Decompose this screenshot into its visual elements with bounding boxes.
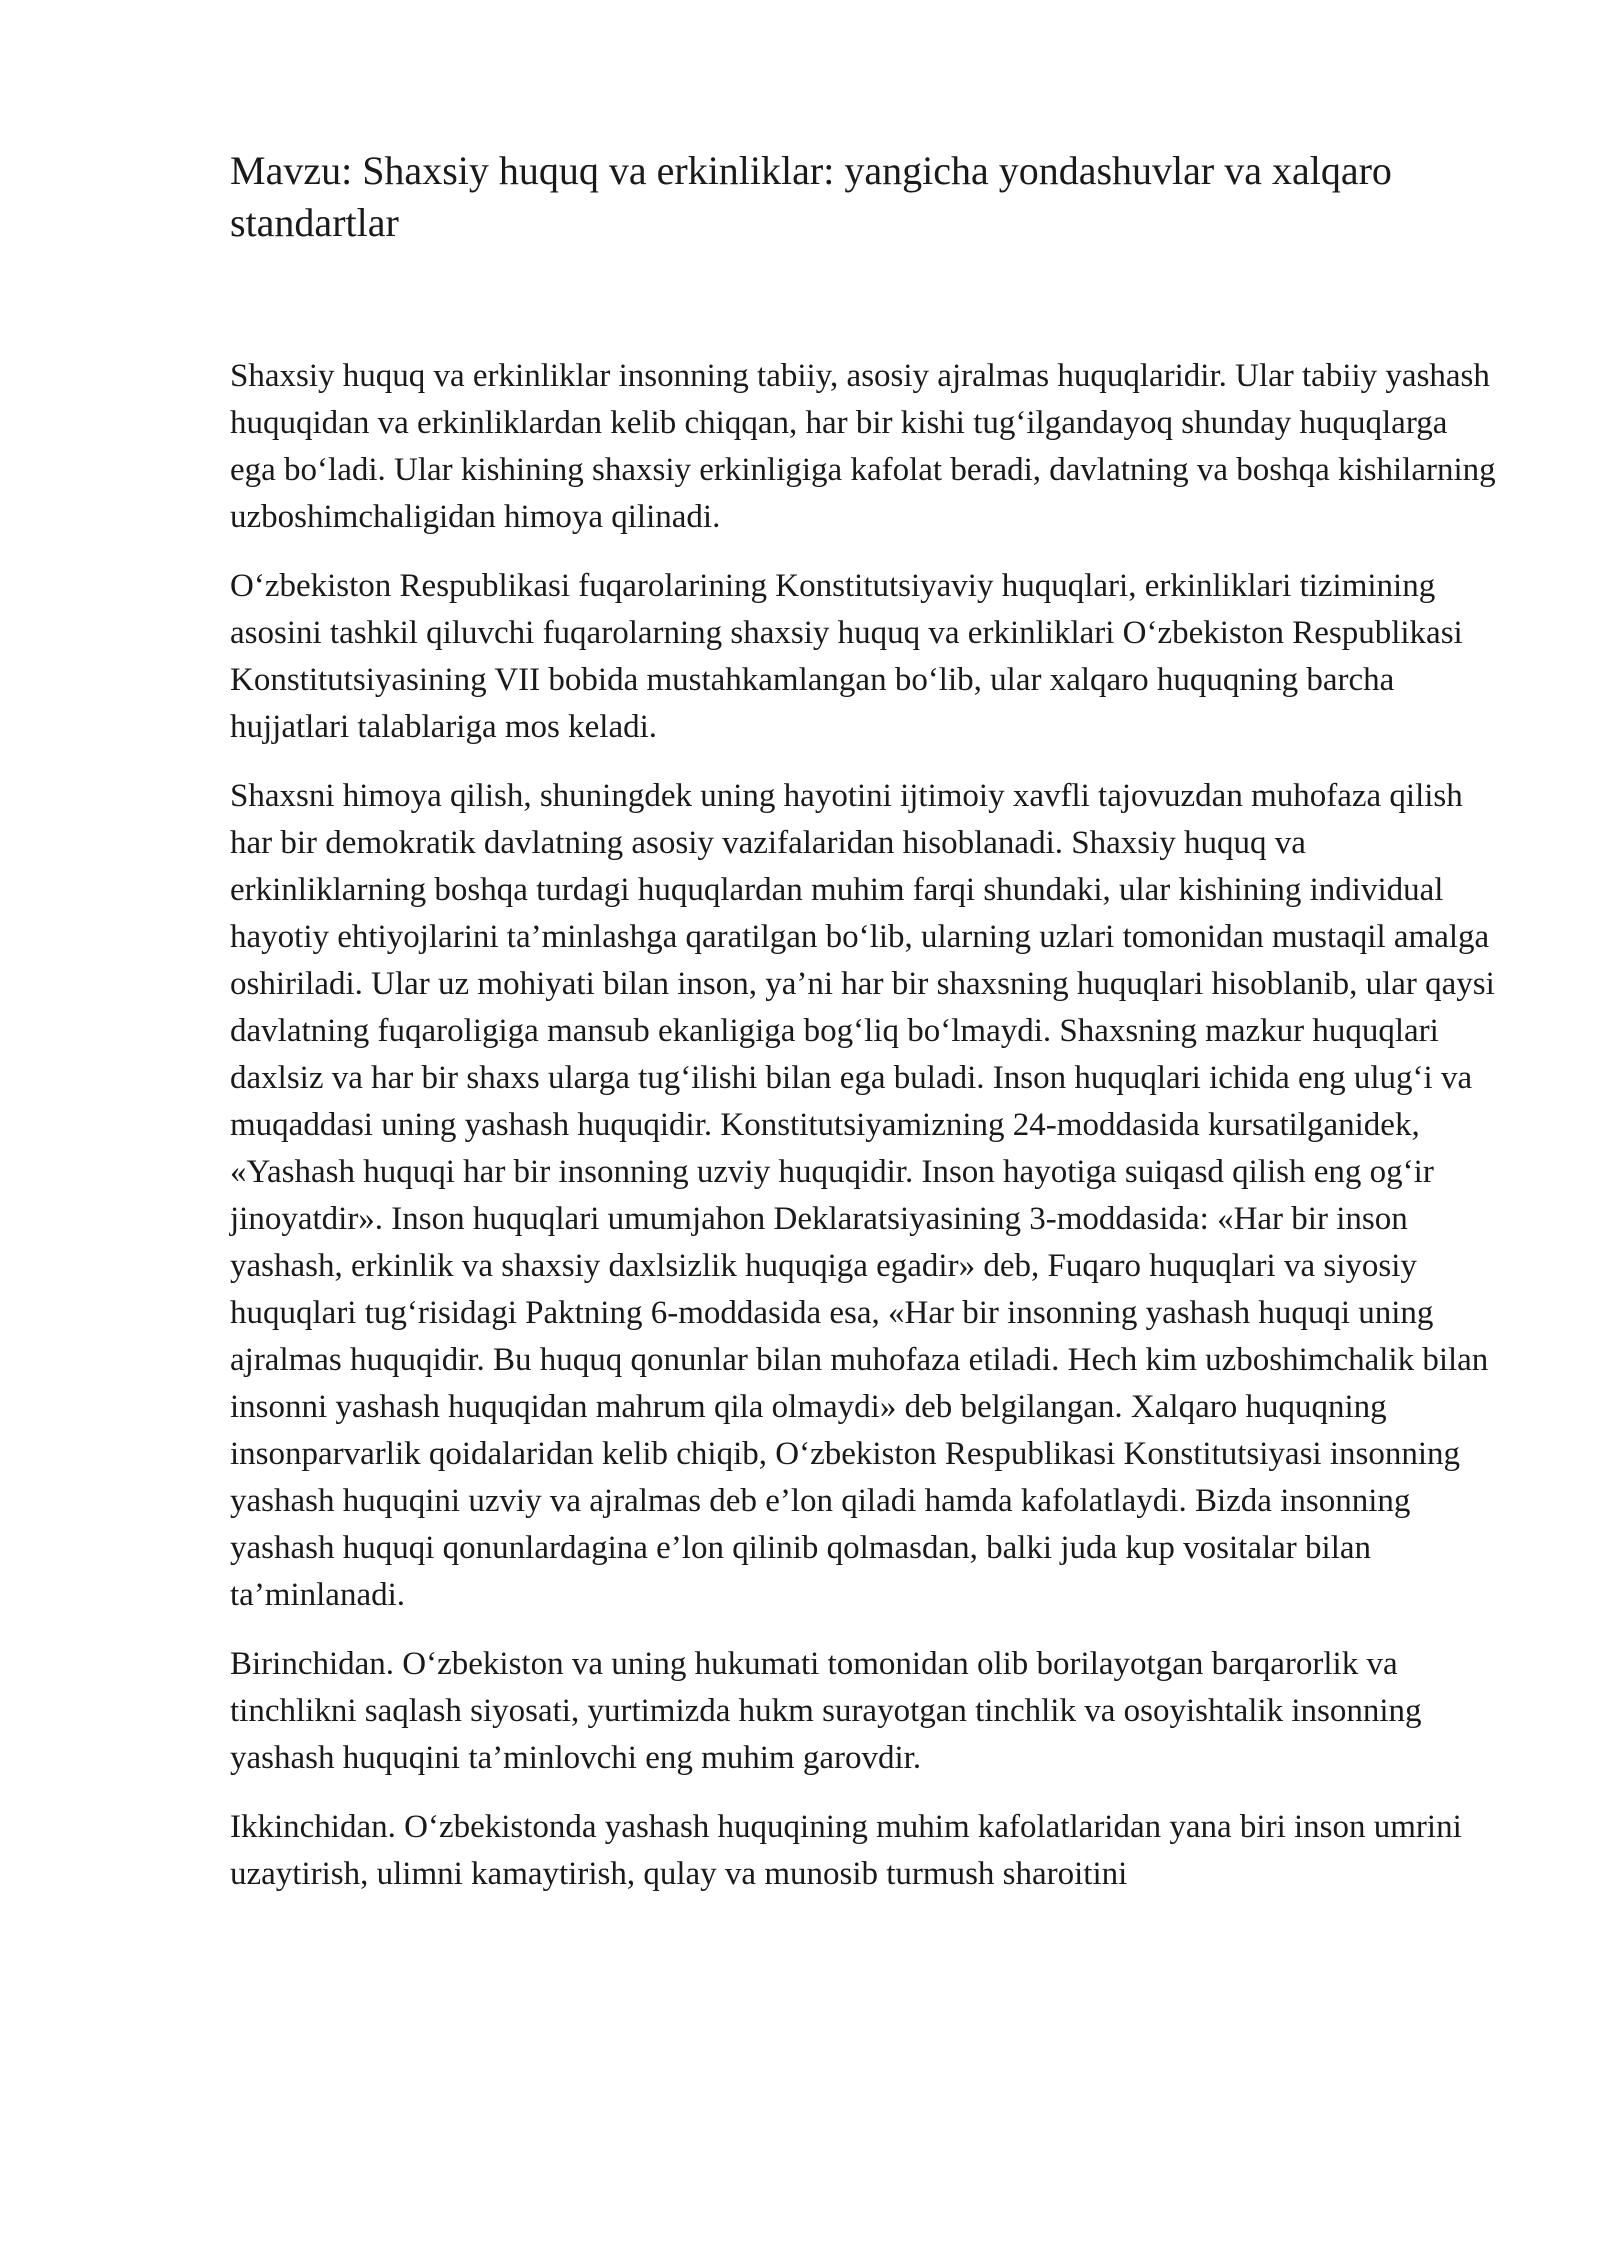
document-body (230, 145, 1500, 1920)
paragraph-4: Birinchidan. O‘zbekiston va uning hukumati tomonidan olib borilayotgan barqarorlik va tinchlikni saqlash siyosati, yurtimizda hukm surayotgan tinchlik va osoyishtalik insonning yashash huquqini ta’minlovchi eng muhim garovdir. (230, 1646, 1422, 1776)
paragraph-2: O‘zbekiston Respublikasi fuqarolarining Konstitutsiyaviy huquqlari, erkinliklari tizimining asosini tashkil qiluvchi fuqarolarning shaxsiy huquq va erkinliklari O‘zbekiston Respublikasi Konstitutsiyasining VII bobida mustahkamlangan bo‘lib, ular xalqaro huquqning barcha hujjatlari talablariga mos keladi. (230, 568, 1463, 745)
paragraph-5: Ikkinchidan. O‘zbekistonda yashash huquqining muhim kafolatlaridan yana biri inson umrini uzaytirish, ulimni kamaytirish, qulay va munosib turmush sharoitini (230, 1809, 1462, 1892)
paragraph-1: Shaxsiy huquq va erkinliklar insonning tabiiy, asosiy ajralmas huquqlaridir. Ular tabiiy yashash huquqidan va erkinliklardan kelib chiqqan, har bir kishi tug‘ilgandayoq shunday huquqlarga ega bo‘ladi. Ular kishining shaxsiy erkinligiga kafolat beradi, davlatning va boshqa kishilarning uzboshimchaligidan himoya qilinadi. (230, 358, 1496, 535)
document-title: Mavzu: Shaxsiy huquq va erkinliklar: yangicha yondashuvlar va xalqaro standartlar (230, 148, 1392, 245)
paragraph-3: Shaxsni himoya qilish, shuningdek uning hayotini ijtimoiy xavfli tajovuzdan muhofaza qilish har bir demokratik davlatning asosiy vazifalaridan hisoblanadi. Shaxsiy huquq va erkinliklarning boshqa turdagi huquqlardan muhim farqi shundaki, ular kishining individual hayotiy ehtiyojlarini ta’minlashga qaratilgan bo‘lib, ularning uzlari tomonidan mustaqil amalga oshiriladi. Ular uz mohiyati bilan inson, ya’ni har bir shaxsning huquqlari hisoblanib, ular qaysi davlatning fuqaroligiga mansub ekanligiga bog‘liq bo‘lmaydi. Shaxsning mazkur huquqlari daxlsiz va har bir shaxs ularga tug‘ilishi bilan ega buladi. Inson huquqlari ichida eng ulug‘i va muqaddasi uning yashash huquqidir. Konstitutsiyamizning 24-moddasida kursatilganidek, «Yashash huquqi har bir insonning uzviy huquqidir. Inson hayotiga suiqasd qilish eng og‘ir jinoyatdir». Inson huquqlari umumjahon Deklaratsiyasining 3-moddasida: «Har bir inson yashash, erkinlik va shaxsiy daxlsizlik huquqiga egadir» deb, Fuqaro huquqlari va siyosiy huquqlari tug‘risidagi Paktning 6-moddasida esa, «Har bir insonning yashash huquqi uning ajralmas huquqidir. Bu huquq qonunlar bilan muhofaza etiladi. Hech kim uzboshimchalik bilan insonni yashash huquqidan mahrum qila olmaydi» deb belgilangan. Xalqaro huquqning insonparvarlik qoidalaridan kelib chiqib, O‘zbekiston Respublikasi Konstitutsiyasi insonning yashash huquqini uzviy va ajralmas deb e’lon qiladi hamda kafolatlaydi. Bizda insonning yashash huquqi qonunlardagina e’lon qilinib qolmasdan, balki juda kup vositalar bilan ta’minlanadi. (230, 778, 1495, 1613)
